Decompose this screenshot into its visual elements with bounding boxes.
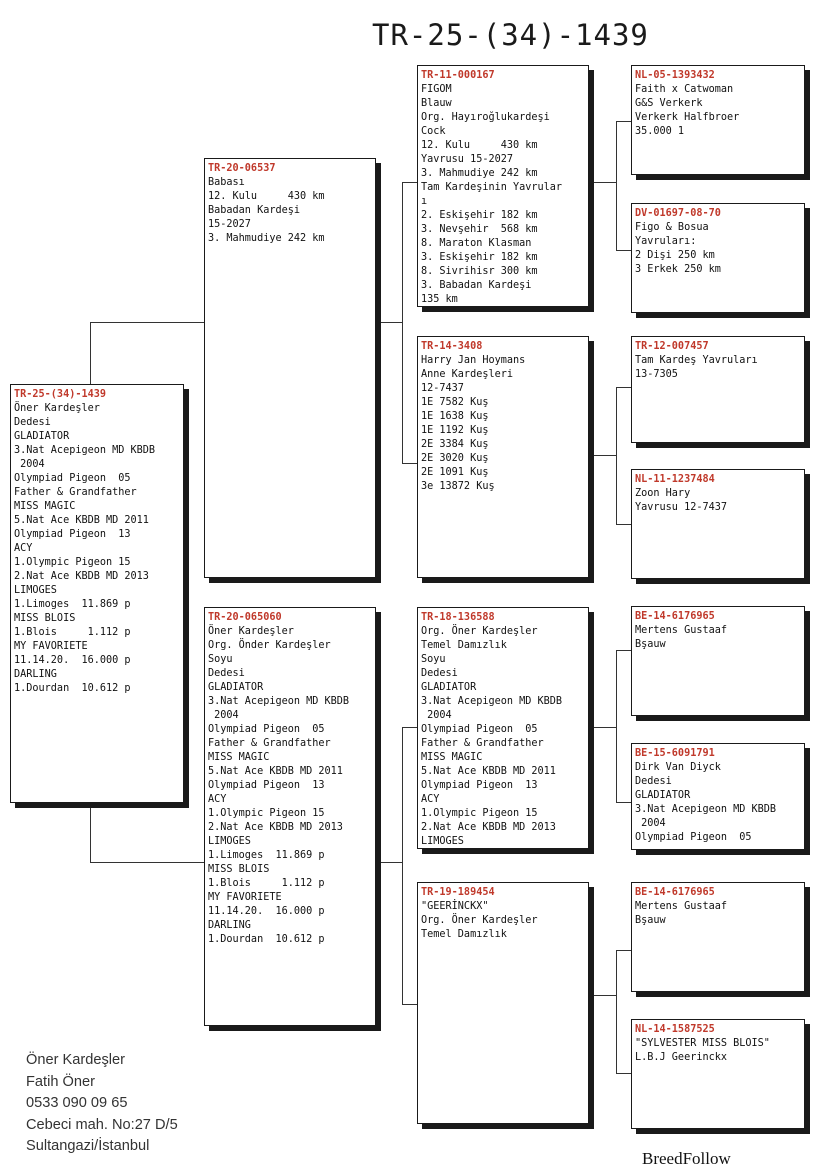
pedigree-line: Olympiad Pigeon 13 [421, 780, 538, 791]
pedigree-line: 2.Nat Ace KBDB MD 2013 [14, 571, 149, 582]
pedigree-line: Bşauw [635, 639, 666, 650]
pedigree-line: 1.Olympic Pigeon 15 [421, 808, 538, 819]
pedigree-line: 3.Nat Acepigeon MD KBDB [421, 696, 563, 707]
ring-number: TR-12-007457 [635, 341, 709, 352]
pedigree-line: Babası [208, 177, 245, 188]
pedigree-line: 3 Erkek 250 km [635, 264, 721, 275]
pedigree-line: 1.Dourdan 10.612 p [208, 934, 325, 945]
pedigree-line: MISS MAGIC [14, 501, 76, 512]
connector-line [616, 387, 631, 388]
connector-line [616, 121, 631, 122]
connector-line [589, 727, 616, 728]
pedigree-line: DARLING [208, 920, 251, 931]
connector-line [589, 455, 616, 456]
pedigree-line: 5.Nat Ace KBDB MD 2011 [14, 515, 149, 526]
pedigree-line: LIMOGES [421, 836, 464, 847]
pedigree-line: Faith x Catwoman [635, 84, 734, 95]
pedigree-line: ACY [421, 794, 440, 805]
pedigree-line: 2E 1091 Kuş [421, 467, 489, 478]
pedigree-line: Father & Grandfather [421, 738, 544, 749]
pedigree-line: FIGOM [421, 84, 452, 95]
pedigree-line: 2 Dişi 250 km [635, 250, 715, 261]
ring-number: TR-20-06537 [208, 163, 276, 174]
connector-line [90, 322, 91, 384]
connector-line [90, 862, 204, 863]
pigeon-card-ggp-7[interactable] [631, 882, 805, 992]
pedigree-line: 1E 1192 Kuş [421, 425, 489, 436]
pigeon-card-sire-sire[interactable] [417, 65, 589, 307]
pedigree-line: 3.Nat Acepigeon MD KBDB [635, 804, 777, 815]
pedigree-line: 3. Nevşehir 568 km [421, 224, 538, 235]
pedigree-line: 11.14.20. 16.000 p [14, 655, 131, 666]
pigeon-card-ggp-2[interactable] [631, 203, 805, 313]
owner-person: Fatih Öner [26, 1073, 95, 1090]
pedigree-line: MISS BLOIS [208, 864, 270, 875]
pedigree-line: Father & Grandfather [208, 738, 331, 749]
connector-line [402, 463, 417, 464]
pigeon-card-sire[interactable] [204, 158, 376, 578]
pedigree-line: 3. Babadan Kardeşi [421, 280, 532, 291]
connector-line [616, 250, 631, 251]
pedigree-line: 2004 [421, 710, 452, 721]
pedigree-line: 2. Eskişehir 182 km [421, 210, 538, 221]
owner-phone: 0533 090 09 65 [26, 1095, 128, 1111]
pedigree-line: 135 km [421, 294, 458, 305]
ring-number: NL-11-1237484 [635, 474, 715, 485]
pedigree-line: Bşauw [635, 915, 666, 926]
pedigree-line: 2004 [208, 710, 239, 721]
connector-line [376, 322, 402, 323]
pedigree-line: 2004 [635, 818, 666, 829]
ring-number: TR-19-189454 [421, 887, 495, 898]
pedigree-line: 12-7437 [421, 383, 464, 394]
ring-number: TR-18-136588 [421, 612, 495, 623]
ring-number: NL-05-1393432 [635, 70, 715, 81]
pedigree-line: Soyu [208, 654, 233, 665]
ring-number: TR-20-065060 [208, 612, 282, 623]
pedigree-line: Verkerk Halfbroer [635, 112, 740, 123]
pedigree-line: LIMOGES [14, 585, 57, 596]
ring-number: TR-11-000167 [421, 70, 495, 81]
ring-number: DV-01697-08-70 [635, 208, 721, 219]
connector-line [402, 1004, 417, 1005]
connector-line [616, 802, 631, 803]
pedigree-line: 3. Mahmudiye 242 km [208, 233, 325, 244]
pedigree-line: Yavrusu 12-7437 [635, 502, 728, 513]
pedigree-line: Dedesi [208, 668, 245, 679]
pedigree-line: Zoon Hary [635, 488, 691, 499]
pedigree-line: 2004 [14, 459, 45, 470]
pedigree-line: Harry Jan Hoymans [421, 355, 526, 366]
pedigree-line: 5.Nat Ace KBDB MD 2011 [421, 766, 556, 777]
pedigree-line: 1E 7582 Kuş [421, 397, 489, 408]
connector-line [90, 803, 91, 863]
connector-line [90, 322, 204, 323]
pedigree-line: Dirk Van Diyck [635, 762, 721, 773]
pedigree-line: MY FAVORIETE [208, 892, 282, 903]
pedigree-line: LIMOGES [208, 836, 251, 847]
connector-line [616, 121, 617, 251]
pedigree-line: Olympiad Pigeon 13 [208, 780, 325, 791]
pedigree-line: 1.Blois 1.112 p [208, 878, 325, 889]
pedigree-line: 1E 1638 Kuş [421, 411, 489, 422]
owner-address: Cebeci mah. No:27 D/5 [26, 1116, 178, 1133]
connector-line [402, 727, 403, 1005]
owner-info [26, 1050, 178, 1158]
pedigree-line: GLADIATOR [14, 431, 70, 442]
pedigree-line: 8. Sivrihisr 300 km [421, 266, 538, 277]
pedigree-line: Dedesi [635, 776, 672, 787]
pedigree-line: GLADIATOR [635, 790, 691, 801]
pedigree-line: 2.Nat Ace KBDB MD 2013 [208, 822, 343, 833]
pedigree-line: ACY [208, 794, 227, 805]
pedigree-line: Öner Kardeşler [208, 626, 294, 637]
pedigree-line: Org. Öner Kardeşler [421, 915, 538, 926]
pedigree-line: Father & Grandfather [14, 487, 137, 498]
pedigree-line: Olympiad Pigeon 05 [635, 832, 752, 843]
pedigree-line: Cock [421, 126, 446, 137]
pedigree-line: "SYLVESTER MISS BLOIS" [635, 1038, 770, 1049]
connector-line [616, 650, 631, 651]
connector-line [616, 950, 631, 951]
pedigree-line: MISS BLOIS [14, 613, 76, 624]
pedigree-line: 3.Nat Acepigeon MD KBDB [208, 696, 350, 707]
ring-number: TR-25-(34)-1439 [14, 389, 107, 400]
pedigree-line: Mertens Gustaaf [635, 901, 728, 912]
pedigree-line: 2.Nat Ace KBDB MD 2013 [421, 822, 556, 833]
pedigree-line: Olympiad Pigeon 05 [14, 473, 131, 484]
pedigree-title: TR-25-(34)-1439 [372, 18, 649, 52]
pedigree-line: Dedesi [14, 417, 51, 428]
owner-name: Öner Kardeşler [26, 1052, 125, 1068]
pedigree-line: "GEERİNCKX" [421, 901, 489, 912]
pedigree-line: 1.Limoges 11.869 p [14, 599, 131, 610]
pigeon-card-dam[interactable] [204, 607, 376, 1026]
pedigree-line: Blauw [421, 98, 452, 109]
pedigree-line: 5.Nat Ace KBDB MD 2011 [208, 766, 343, 777]
pedigree-line: DARLING [14, 669, 57, 680]
connector-line [616, 524, 631, 525]
pedigree-line: L.B.J Geerinckx [635, 1052, 728, 1063]
connector-line [616, 650, 617, 803]
pedigree-line: Org. Önder Kardeşler [208, 640, 331, 651]
pedigree-line: 35.000 1 [635, 126, 685, 137]
pedigree-line: 3. Mahmudiye 242 km [421, 168, 538, 179]
connector-line [616, 1073, 631, 1074]
pedigree-line: Temel Damızlık [421, 929, 507, 940]
connector-line [589, 182, 616, 183]
pedigree-line: Olympiad Pigeon 05 [208, 724, 325, 735]
pedigree-line: MISS MAGIC [208, 752, 270, 763]
pigeon-card-ggp-3[interactable] [631, 336, 805, 443]
pigeon-card-subject[interactable] [10, 384, 184, 803]
pedigree-line: Soyu [421, 654, 446, 665]
pedigree-line: Mertens Gustaaf [635, 625, 728, 636]
owner-city: Sultangazi/İstanbul [26, 1138, 150, 1154]
pedigree-line: ACY [14, 543, 33, 554]
pedigree-line: GLADIATOR [421, 682, 477, 693]
ring-number: TR-14-3408 [421, 341, 483, 352]
pedigree-line: 1.Blois 1.112 p [14, 627, 131, 638]
connector-line [402, 182, 417, 183]
connector-line [616, 387, 617, 525]
pedigree-line: Babadan Kardeşi [208, 205, 301, 216]
connector-line [402, 182, 403, 464]
pedigree-line: Org. Hayıroğlukardeşi [421, 112, 550, 123]
pedigree-line: Olympiad Pigeon 05 [421, 724, 538, 735]
pedigree-line: GLADIATOR [208, 682, 264, 693]
pedigree-line: Anne Kardeşleri [421, 369, 514, 380]
pedigree-line: 2E 3020 Kuş [421, 453, 489, 464]
pedigree-line: Dedesi [421, 668, 458, 679]
pedigree-line: Öner Kardeşler [14, 403, 100, 414]
pedigree-line: 1.Limoges 11.869 p [208, 850, 325, 861]
pedigree-line: 3. Eskişehir 182 km [421, 252, 538, 263]
pedigree-line: Tam Kardeşinin Yavrular [421, 182, 563, 193]
pedigree-line: 1.Olympic Pigeon 15 [14, 557, 131, 568]
connector-line [376, 862, 402, 863]
pedigree-line: 12. Kulu 430 km [421, 140, 538, 151]
pedigree-line: G&S Verkerk [635, 98, 703, 109]
pedigree-line: 1.Olympic Pigeon 15 [208, 808, 325, 819]
pedigree-line: Temel Damızlık [421, 640, 507, 651]
pedigree-line: 8. Maraton Klasman [421, 238, 532, 249]
pigeon-card-ggp-8[interactable] [631, 1019, 805, 1129]
connector-line [402, 727, 417, 728]
pigeon-card-ggp-5[interactable] [631, 606, 805, 716]
connector-line [616, 950, 617, 1074]
pedigree-line: Olympiad Pigeon 13 [14, 529, 131, 540]
connector-line [589, 995, 616, 996]
pedigree-line: 13-7305 [635, 369, 678, 380]
pedigree-line: 1.Dourdan 10.612 p [14, 683, 131, 694]
pedigree-line: 2E 3384 Kuş [421, 439, 489, 450]
pedigree-line: Tam Kardeş Yavruları [635, 355, 758, 366]
ring-number: BE-14-6176965 [635, 887, 715, 898]
pedigree-line: MISS MAGIC [421, 752, 483, 763]
ring-number: BE-14-6176965 [635, 611, 715, 622]
pedigree-line: Yavrusu 15-2027 [421, 154, 514, 165]
pedigree-line: MY FAVORIETE [14, 641, 88, 652]
pedigree-line: 3e 13872 Kuş [421, 481, 495, 492]
pigeon-card-ggp-1[interactable] [631, 65, 805, 175]
pedigree-line: 3.Nat Acepigeon MD KBDB [14, 445, 156, 456]
pedigree-line: ı [421, 196, 428, 207]
ring-number: NL-14-1587525 [635, 1024, 715, 1035]
pigeon-card-ggp-4[interactable] [631, 469, 805, 579]
pedigree-line: 15-2027 [208, 219, 251, 230]
pedigree-line: Figo & Bosua [635, 222, 709, 233]
pedigree-line: Org. Öner Kardeşler [421, 626, 538, 637]
pedigree-line: 11.14.20. 16.000 p [208, 906, 325, 917]
pigeon-card-dam-sire[interactable] [417, 607, 589, 849]
pigeon-card-ggp-6[interactable] [631, 743, 805, 850]
pigeon-card-dam-dam[interactable] [417, 882, 589, 1124]
ring-number: BE-15-6091791 [635, 748, 715, 759]
brand-logo-text: BreedFollow [642, 1149, 731, 1168]
pedigree-line: 12. Kulu 430 km [208, 191, 325, 202]
pedigree-line: Yavruları: [635, 236, 697, 247]
pigeon-card-sire-dam[interactable] [417, 336, 589, 578]
